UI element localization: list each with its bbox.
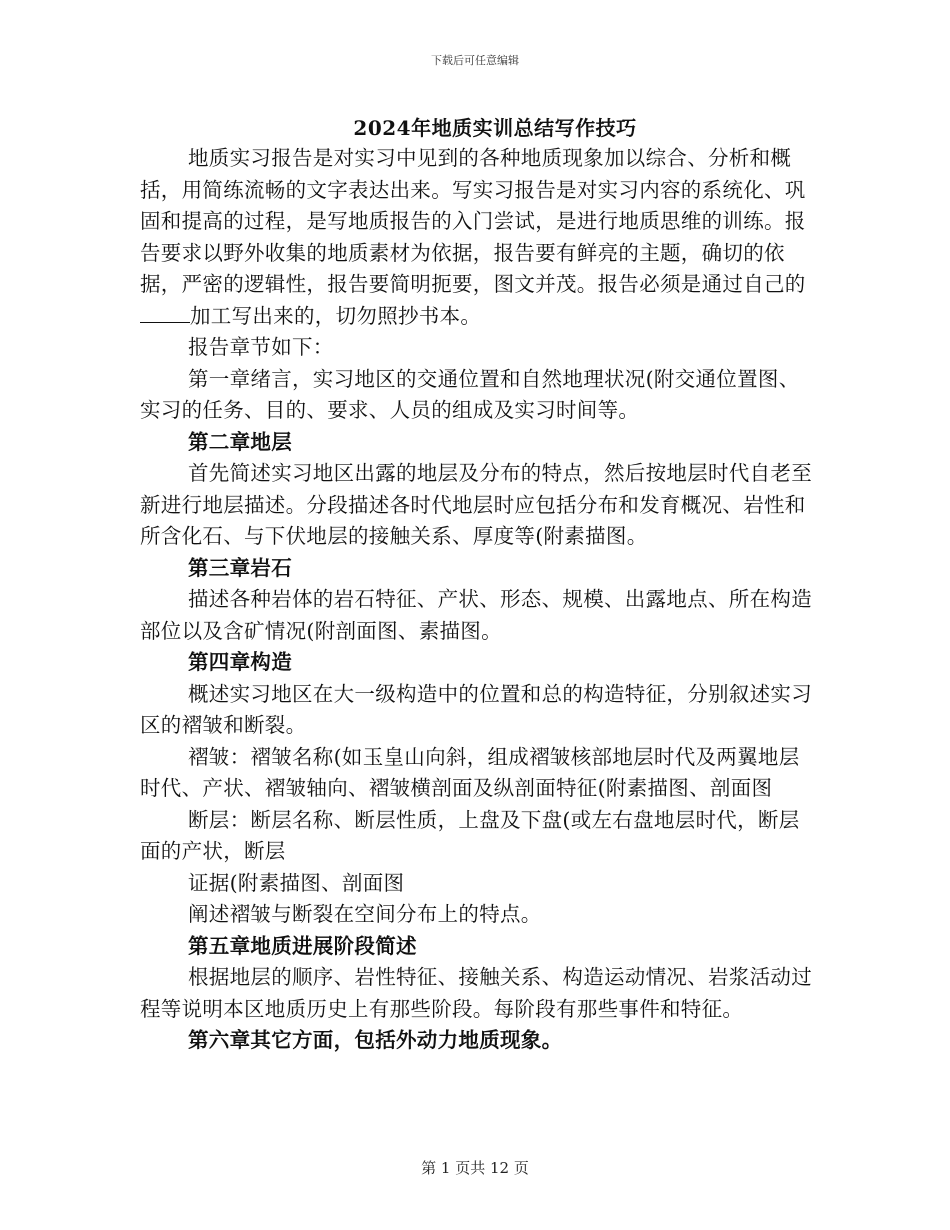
chapter-5-heading: 第五章地质进展阶段简述 bbox=[188, 933, 417, 958]
intro-paragraph bbox=[140, 143, 820, 332]
page-header: 下载后可任意编辑 bbox=[431, 54, 519, 67]
chapter-4-faults: 断层：断层名称、断层性质，上盘及下盘(或左右盘地层时代，断层面的产状，断层 bbox=[140, 807, 800, 863]
page-footer: 第 1 页共 12 页 bbox=[421, 1159, 529, 1177]
chapters-intro: 报告章节如下： bbox=[188, 335, 334, 359]
chapter-5-text: 根据地层的顺序、岩性特征、接触关系、构造运动情况、岩浆活动过程等说明本区地质历史上有那些阶段。每阶段有那些事件和特征。 bbox=[140, 965, 812, 1021]
blank-underline bbox=[140, 304, 190, 323]
chapter-4-text: 概述实习地区在大一级构造中的位置和总的构造特征，分别叙述实习区的褶皱和断裂。 bbox=[140, 681, 812, 737]
chapter-3-heading: 第三章岩石 bbox=[188, 555, 292, 580]
document-title: 2024年地质实训总结写作技巧 bbox=[353, 116, 637, 140]
chapter-4-heading: 第四章构造 bbox=[188, 650, 292, 674]
intro-text-part2: 加工写出来的，切勿照抄书本。 bbox=[190, 303, 482, 328]
chapter-4-summary: 阐述褶皱与断裂在空间分布上的特点。 bbox=[188, 902, 542, 926]
chapter-3-text: 描述各种岩体的岩石特征、产状、形态、规模、出露地点、所在构造部位以及含矿情况(附剖面图、素描图。 bbox=[140, 587, 812, 643]
chapter-4-evidence: 证据(附素描图、剖面图 bbox=[188, 870, 405, 895]
intro-text-part1: 地质实习报告是对实习中见到的各种地质现象加以综合、分析和概括，用简练流畅的文字表达出来。写实习报告是对实习内容的系统化、巩固和提高的过程，是写地质报告的入门尝试，是进行地质思维的训练。报告要求以野外收集的地质素材为依据，报告要有鲜亮的主题，确切的依据，严密的逻辑性，报告要简明扼要，图文并茂。报告必须是通过自己的 bbox=[140, 146, 806, 296]
chapter-2-heading: 第二章地层 bbox=[188, 429, 292, 454]
chapter-2-text: 首先简述实习地区出露的地层及分布的特点，然后按地层时代自老至新进行地层描述。分段描述各时代地层时应包括分布和发育概况、岩性和所含化石、与下伏地层的接触关系、厚度等(附素描图。 bbox=[140, 461, 812, 548]
chapter-1-paragraph: 第一章绪言，实习地区的交通位置和自然地理状况(附交通位置图、实习的任务、目的、要求、人员的组成及实习时间等。 bbox=[140, 366, 800, 422]
chapter-4-folds: 褶皱：褶皱名称(如玉皇山向斜，组成褶皱核部地层时代及两翼地层时代、产状、褶皱轴向、褶皱横剖面及纵剖面特征(附素描图、剖面图 bbox=[140, 744, 800, 800]
document-body bbox=[140, 143, 820, 1057]
chapter-6-heading: 第六章其它方面，包括外动力地质现象。 bbox=[188, 1028, 563, 1052]
